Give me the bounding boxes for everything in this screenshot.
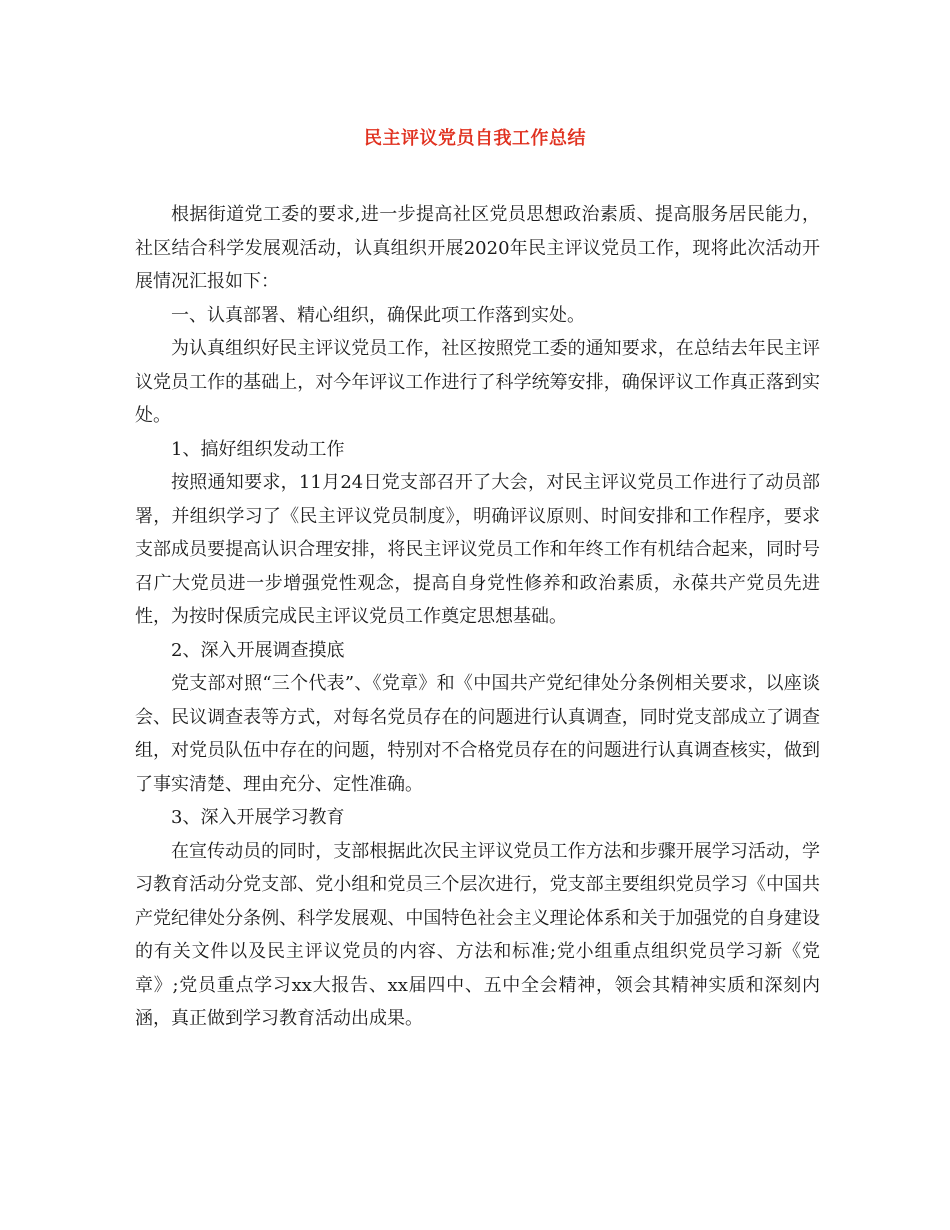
section-heading-1: 一、认真部署、精心组织，确保此项工作落到实处。 <box>171 304 585 326</box>
document-body <box>135 198 820 1036</box>
subheading-3: 3、深入开展学习教育 <box>171 807 345 828</box>
paragraph-subsection-2: 党支部对照“三个代表”、《党章》和《中国共产党纪律处分条例相关要求，以座谈会、民议调查表等方式，对每名党员存在的问题进行认真调查，同时党支部成立了调查组，对党员队伍中存在的问题，特别对不合格党员存在的问题进行认真调查核实，做到了事实清楚、理由充分、定性准确。 <box>135 673 820 795</box>
document-title: 民主评议党员自我工作总结 <box>364 128 586 149</box>
paragraph-subsection-3: 在宣传动员的同时，支部根据此次民主评议党员工作方法和步骤开展学习活动，学习教育活动分党支部、党小组和党员三个层次进行，党支部主要组织党员学习《中国共产党纪律处分条例、科学发展观、中国特色社会主义理论体系和关于加强党的自身建设的有关文件以及民主评议党员的内容、方法和标准;党小组重点组织党员学习新《党章》;党员重点学习xx大报告、xx届四中、五中全会精神，领会其精神实质和深刻内涵，真正做到学习教育活动出成果。 <box>135 840 820 1029</box>
subheading-2: 2、深入开展调查摸底 <box>171 639 345 661</box>
paragraph-section-1: 为认真组织好民主评议党员工作，社区按照党工委的通知要求，在总结去年民主评议党员工作的基础上，对今年评议工作进行了科学统筹安排，确保评议工作真正落到实处。 <box>135 338 820 426</box>
subheading-1: 1、搞好组织发动工作 <box>171 438 345 460</box>
paragraph-intro: 根据街道党工委的要求,进一步提高社区党员思想政治素质、提高服务居民能力，社区结合科学发展观活动，认真组织开展2020年民主评议党员工作，现将此次活动开展情况汇报如下： <box>135 204 820 292</box>
paragraph-subsection-1: 按照通知要求，11月24日党支部召开了大会，对民主评议党员工作进行了动员部署，并组织学习了《民主评议党员制度》，明确评议原则、时间安排和工作程序，要求支部成员要提高认识合理安排，将民主评议党员工作和年终工作有机结合起来，同时号召广大党员进一步增强党性观念，提高自身党性修养和政治素质，永葆共产党员先进性，为按时保质完成民主评议党员工作奠定思想基础。 <box>135 472 820 627</box>
